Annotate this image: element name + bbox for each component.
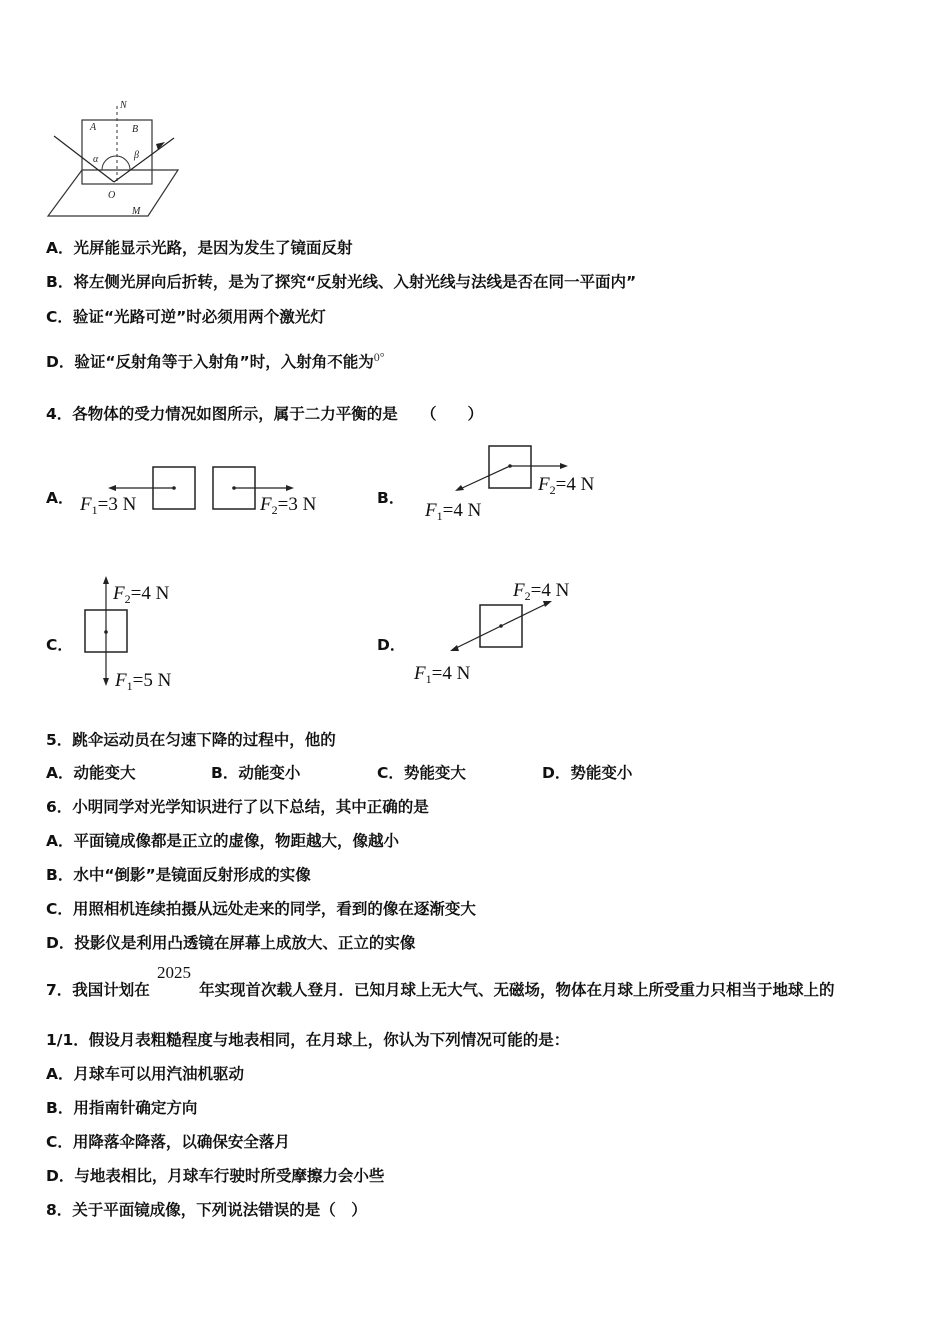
label-beta: β <box>134 150 139 161</box>
q4-label-d: D． <box>377 636 406 654</box>
q4-panel-d-figure <box>410 575 610 690</box>
q6-option-a: A．平面镜成像都是正立的虚像，物距越大，像越小 <box>46 832 399 850</box>
zero-degree: 0° <box>373 350 385 364</box>
q7-option-c: C．用降落伞降落，以确保安全落月 <box>46 1133 290 1151</box>
label-m: M <box>132 206 141 217</box>
q6-option-b: B．水中“倒影”是镜面反射形成的实像 <box>46 866 311 884</box>
f1-label-b: $F_1=4$ N <box>425 500 482 523</box>
f2-label-d: $F_2=4$ N <box>513 580 570 603</box>
q7-stem-line2: 1/1．假设月表粗糙程度与地表相同，在月球上，你认为下列情况可能的是： <box>46 1031 570 1049</box>
q7-stem-suffix: 年实现首次载人登月．已知月球上无大气、无磁场，物体在月球上所受重力只相当于地球上的 <box>199 981 835 999</box>
f2-label-c: $F_2=4$ N <box>113 583 170 606</box>
q6-stem: 6．小明同学对光学知识进行了以下总结，其中正确的是 <box>46 798 429 816</box>
q7-stem-prefix: 7．我国计划在 <box>46 981 150 999</box>
label-alpha: α <box>93 154 99 165</box>
q7-option-b: B．用指南针确定方向 <box>46 1099 198 1117</box>
q3-option-c: C．验证“光路可逆”时必须用两个激光灯 <box>46 308 326 326</box>
q5-option-b: B．动能变小 <box>211 764 301 782</box>
label-n: N <box>120 100 127 111</box>
q4-panel-b-figure <box>420 440 620 525</box>
q3-option-b: B．将左侧光屏向后折转，是为了探究“反射光线、入射光线与法线是否在同一平面内” <box>46 273 637 291</box>
q3-option-d-text: D．验证“反射角等于入射角”时，入射角不能为 <box>46 353 374 371</box>
q6-option-c: C．用照相机连续拍摄从远处走来的同学，看到的像在逐渐变大 <box>46 900 476 918</box>
q4-panel-c-figure <box>80 572 210 697</box>
incident-ray <box>54 136 114 182</box>
q8-stem: 8．关于平面镜成像，下列说法错误的是（ ） <box>46 1201 367 1219</box>
q5-stem: 5．跳伞运动员在匀速下降的过程中，他的 <box>46 731 336 749</box>
force-f1-arrow-d <box>454 626 501 649</box>
f2-label-a: $F_2=3$ N <box>260 494 317 517</box>
q5-option-a: A．动能变大 <box>46 764 136 782</box>
reflected-ray <box>114 138 174 182</box>
q5-option-c: C．势能变大 <box>377 764 466 782</box>
q4-label-a: A． <box>46 489 74 507</box>
q7-option-a: A．月球车可以用汽油机驱动 <box>46 1065 244 1083</box>
q4-panel-a-figure <box>78 460 338 520</box>
label-o: O <box>108 190 116 201</box>
q7-option-d: D．与地表相比，月球车行驶时所受摩擦力会小些 <box>46 1167 385 1185</box>
q3-option-a: A．光屏能显示光路，是因为发生了镜面反射 <box>46 239 353 257</box>
f1-label-a: $F_1=3$ N <box>80 494 137 517</box>
f1-label-d: $F_1=4$ N <box>414 663 471 686</box>
label-a: A <box>90 122 97 133</box>
q3-option-d <box>46 350 385 372</box>
q4-label-b: B． <box>377 489 405 507</box>
q4-stem: 4．各物体的受力情况如图所示，属于二力平衡的是 （ ） <box>46 405 484 423</box>
f2-label-b: $F_2=4$ N <box>538 474 595 497</box>
q7-year: 2025 <box>157 963 191 982</box>
force-f2-arrow-d <box>501 603 548 626</box>
q5-option-d: D．势能变小 <box>542 764 633 782</box>
reflection-experiment-figure <box>46 98 186 220</box>
q4-label-c: C． <box>46 636 73 654</box>
force-f1-arrow-b <box>460 466 510 489</box>
f1-label-c: $F_1=5$ N <box>115 670 172 693</box>
q6-option-d: D．投影仪是利用凸透镜在屏幕上成放大、正立的实像 <box>46 934 416 952</box>
label-b: B <box>132 124 139 135</box>
